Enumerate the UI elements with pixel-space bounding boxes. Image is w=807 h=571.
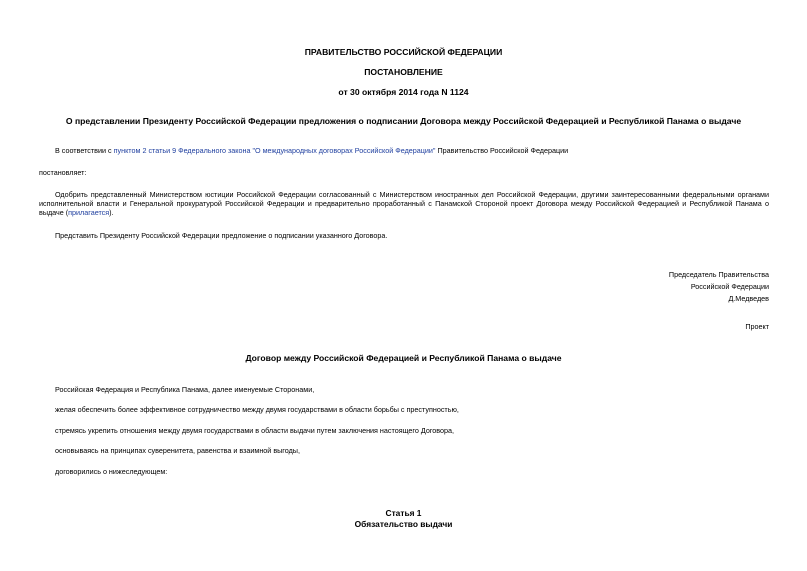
signature-position: Председатель Правительства [668,270,769,279]
treaty-line: стремясь укрепить отношения между двумя государствами в области выдачи путем заключения настоящего Договора, [55,426,455,435]
preamble-suffix: Правительство Российской Федерации [435,146,569,155]
treaty-line: основываясь на принципах суверенитета, равенства и взаимной выгоды, [55,446,300,455]
article-title: Обязательство выдачи [354,519,453,529]
federal-law-link[interactable]: пунктом 2 статьи 9 Федерального закона "О международных договорах Российской Федерации" [113,146,436,155]
draft-label: Проект [745,322,769,331]
submission-paragraph: Представить Президенту Российской Федерации предложение о подписании указанного Договора. [55,231,388,240]
signature-name: Д.Медведев [728,294,769,303]
document-date: от 30 октября 2014 года N 1124 [338,87,469,97]
treaty-line: договорились о нижеследующем: [55,467,168,476]
approval-paragraph [39,190,769,217]
document-type-heading: ПОСТАНОВЛЕНИЕ [364,67,443,77]
treaty-line: желая обеспечить более эффективное сотрудничество между двумя государствами в области борьбы с преступностью, [55,405,459,414]
preamble-prefix: В соответствии с [55,146,114,155]
attached-link[interactable]: прилагается [68,208,110,217]
preamble-paragraph [55,146,568,155]
treaty-title: Договор между Российской Федерацией и Республикой Панама о выдаче [245,353,562,363]
document-title: О представлении Президенту Российской Федерации предложения о подписании Договора между Российской Федерацией и Республикой Панама о выдаче [65,116,742,126]
article-number: Статья 1 [385,508,422,518]
approval-end: ). [109,208,114,217]
resolves-text: постановляет: [39,168,87,177]
signature-organization: Российской Федерации [690,282,769,291]
approval-text: Одобрить представленный Министерством юстиции Российской Федерации согласованный с Министерством иностранных дел Российской Федерации, другими заинтересованными федеральными органами исполнительной власти и Генеральной прокуратурой Российской Федерации и предварительно проработанный с Панамской Стороной проект Договора между Российской Федерацией и Республикой Панама о выдаче ( [39,190,769,217]
government-heading: ПРАВИТЕЛЬСТВО РОССИЙСКОЙ ФЕДЕРАЦИИ [304,47,503,57]
treaty-line: Российская Федерация и Республика Панама, далее именуемые Сторонами, [55,385,315,394]
